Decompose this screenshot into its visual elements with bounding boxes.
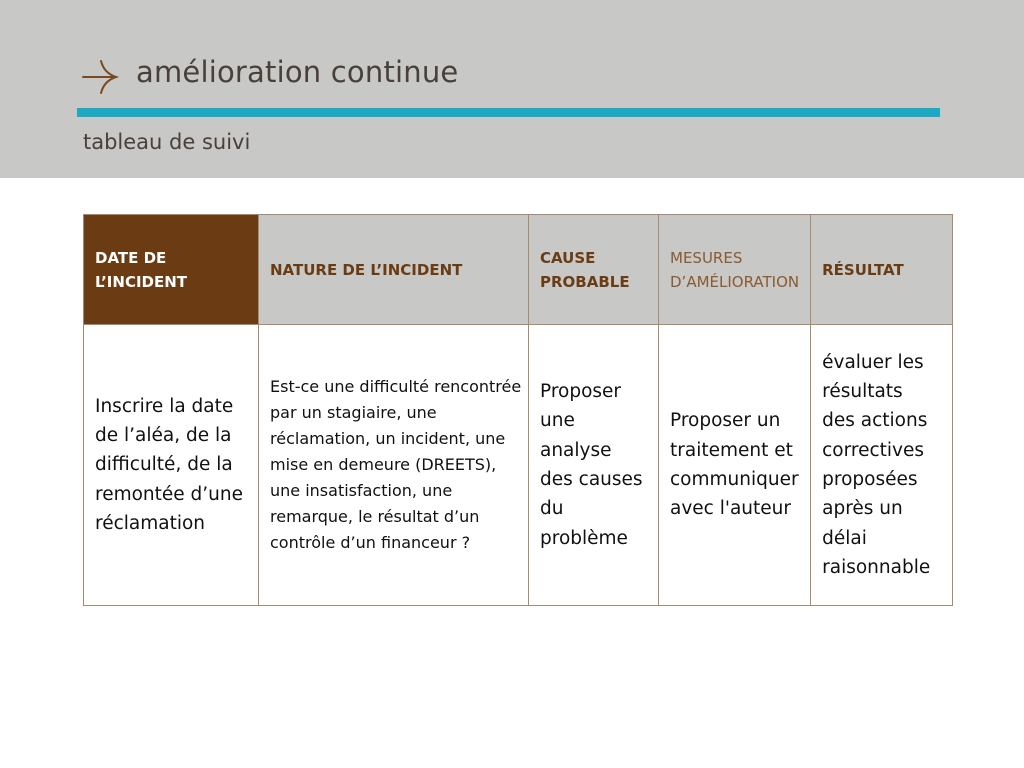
column-header-mesures: MESURES D’AMÉLIORATION	[659, 215, 811, 325]
table-row	[84, 325, 953, 606]
column-header-nature: NATURE DE L’INCIDENT	[259, 215, 529, 325]
cell-date: Inscrire la date de l’aléa, de la difficulté, de la remontée d’une réclamation	[84, 325, 259, 606]
column-header-cause: CAUSE PROBABLE	[529, 215, 659, 325]
tracking-table	[83, 214, 953, 606]
table-header-row	[84, 215, 953, 325]
arrow-right-icon	[80, 58, 120, 96]
cell-nature: Est-ce une difficulté rencontrée par un stagiaire, une réclamation, un incident, une mise en demeure (DREETS), une insatisfaction, une remarque, le résultat d’un contrôle d’un financeur ?	[259, 325, 529, 606]
cell-cause: Proposer une analyse des causes du problème	[529, 325, 659, 606]
page-title: amélioration continue	[136, 55, 459, 89]
accent-divider	[77, 108, 940, 117]
column-header-resultat: RÉSULTAT	[811, 215, 953, 325]
cell-resultat: évaluer les résultats des actions correctives proposées après un délai raisonnable	[811, 325, 953, 606]
header-band	[0, 0, 1024, 178]
cell-mesures: Proposer un traitement et communiquer avec l'auteur	[659, 325, 811, 606]
column-header-date: DATE DE L’INCIDENT	[84, 215, 259, 325]
page-subtitle: tableau de suivi	[83, 130, 251, 154]
